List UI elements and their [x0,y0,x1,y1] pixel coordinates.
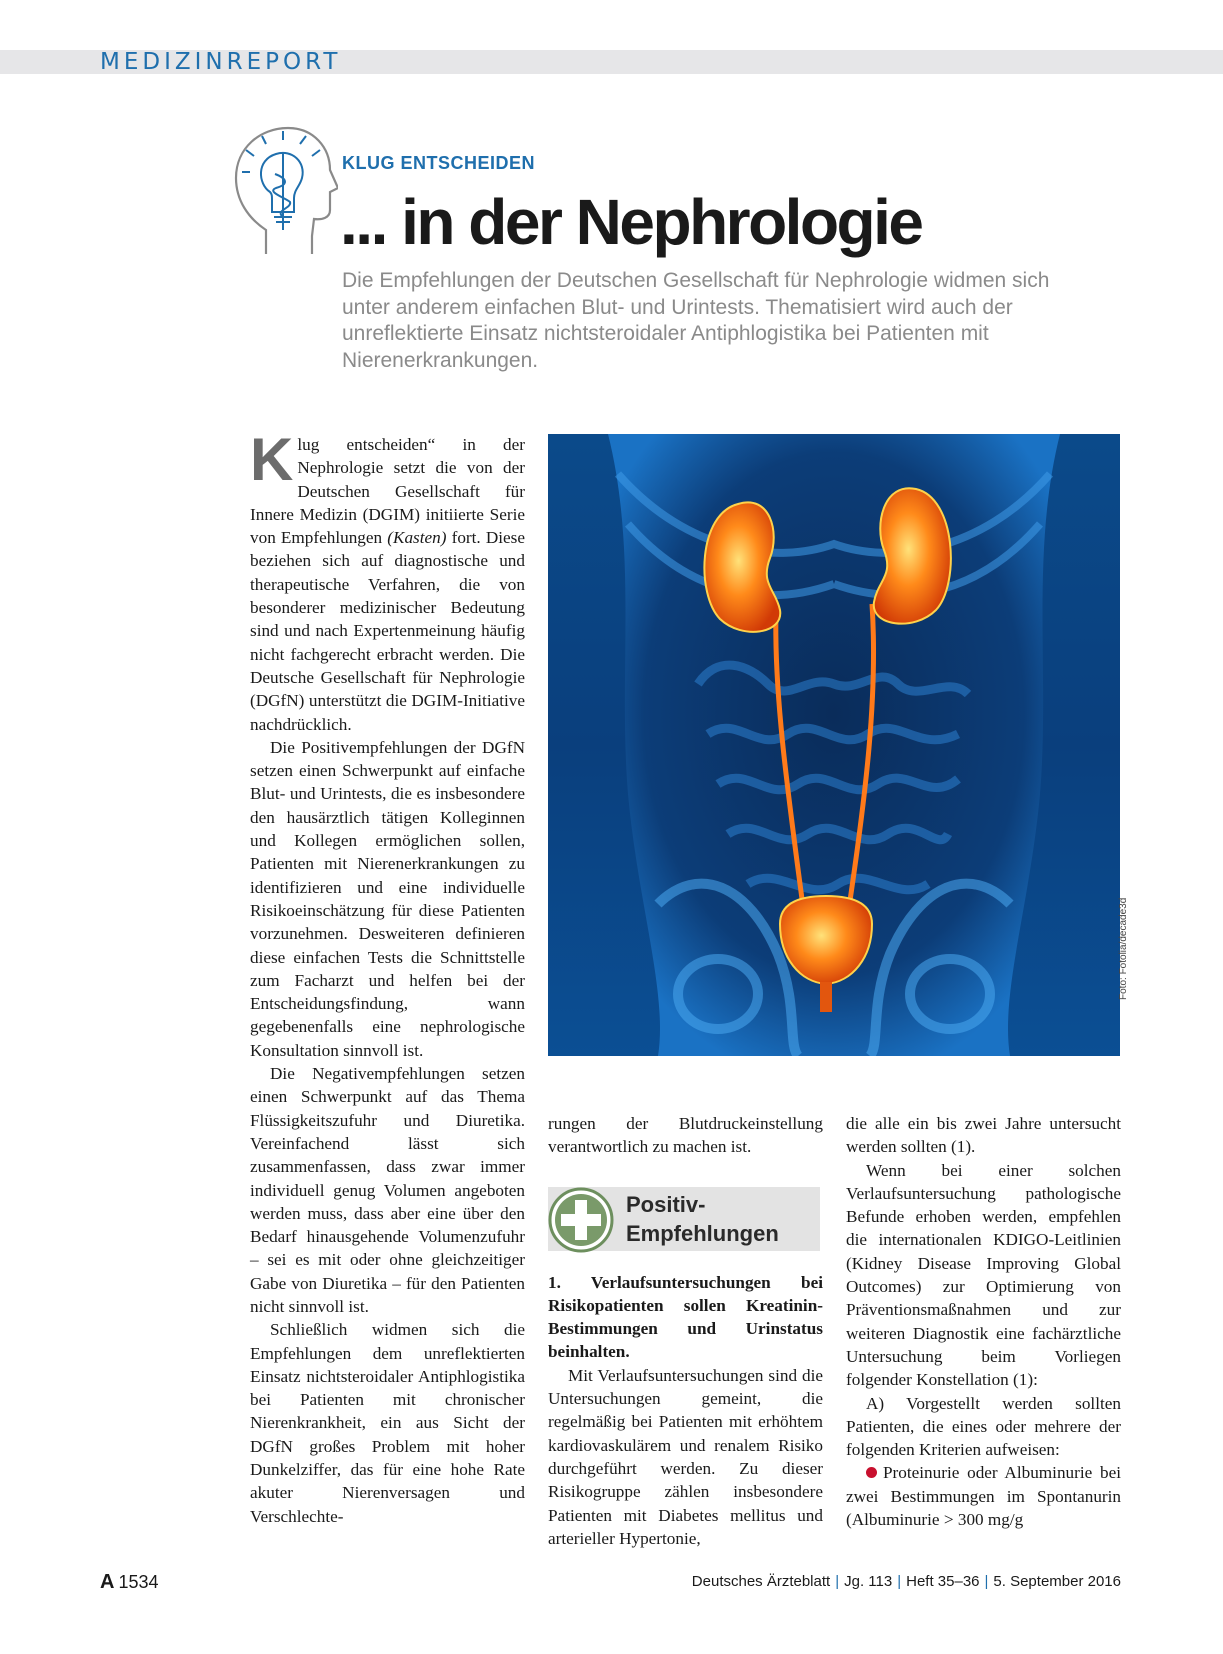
paragraph: Die Positivempfehlungen der DGfN setzen einen Schwerpunkt auf einfache Blut- und Urintests, die es insbesondere den hausärztlich tätigen Kolleginnen und Kollegen ermöglichen sollen, Patienten mit Nierenerkrankungen zu identifizieren und eine individuelle Risikoeinschätzung für diese Patienten vorzunehmen. Desweiteren definieren diese einfachen Tests die Schnittstelle zum Facharzt und helfen bei der Entscheidungsfindung, wann gegebenenfalls eine nephrologische Konsultation sinnvoll ist. [250,737,525,1060]
bullet-item: Proteinurie oder Albuminurie bei zwei Bestimmungen im Spontanurin (Albuminurie > 300 mg/g [846,1463,1121,1530]
paragraph: Mit Verlaufsuntersuchungen sind die Untersuchungen gemeint, die regelmäßig bei Patienten mit erhöhtem kardiovaskulärem und renalem Risiko durchgeführt werden. Zu dieser Risikogruppe zählen insbesondere Patienten mit Diabetes mellitus und arterieller Hypertonie, [548,1365,823,1548]
paragraph: Wenn bei einer solchen Verlaufsuntersuchung pathologische Befunde erhoben werden, empfehlen die internationalen KDIGO-Leitlinien (Kidney Disease Improving Global Outcomes) zur Optimierung von Präventionsmaßnahmen und zur weiteren Diagnostik eine fachärztliche Untersuchung beim Vorliegen folgender Konstellation (1): [846,1160,1121,1390]
lead-paragraph: Die Empfehlungen der Deutschen Gesellschaft für Nephrologie widmen sich unter anderem einfachen Blut- und Urintests. Thematisiert wird auch der unreflektierte Einsatz nichtsteroidaler Antiphlogistika bei Patienten mit Nierenerkrankungen. [342,269,1050,372]
urinary-tract-illustration [548,434,1120,1056]
page-number: A 1534 [100,1571,159,1593]
bullet-icon [866,1467,877,1478]
paragraph: Die Negativempfehlungen setzen einen Schwerpunkt auf das Thema Flüssigkeitszufuhr und Diuretika. Vereinfachend lässt sich zusammenfassen, dass zwar immer individuell genug Volumen angeboten werden muss, dass aber eine über den Bedarf hinausgehende Volumenzufuhr – sei es mit oder ohne gleichzeitiger Gabe von Diuretika – für den Patienten nicht sinnvoll ist. [250,1064,525,1316]
plus-icon [548,1187,614,1253]
paragraph: Klug entscheiden“ in der Nephrologie setzt die von der Deutschen Gesellschaft für Innere Medizin (DGIM) initiierte Serie von Empfehlungen (Kasten) fort. Diese beziehen sich auf diagnostische und therapeutische Verfahren, die von besonderer medizinischer Bedeutung sind und nach Expertenmeinung häufig nicht fachgerecht erbracht werden. Die Deutsche Gesellschaft für Nephrologie (DGfN) unterstützt die DGIM-Initiative nachdrücklich. [250,426,526,734]
body-column-2 [548,1112,823,1550]
paragraph: die alle ein bis zwei Jahre untersucht werden sollten (1). [846,1114,1121,1157]
article-title: ... in der Nephrologie [340,186,922,258]
body-column-3 [846,1112,1121,1531]
dropcap: K [250,426,294,493]
kicker: KLUG ENTSCHEIDEN [342,153,536,173]
section-label: MEDIZINREPORT [100,49,342,75]
positiv-empfehlungen-heading: Positiv- Empfehlungen [626,1192,779,1246]
head-lightbulb-logo-icon [226,118,338,258]
recommendation-item: 1. Verlaufsuntersuchungen bei Risikopatienten sollen Kreatinin-Bestimmungen und Urinstatus beinhalten. [548,1272,823,1362]
journal-footer: Deutsches Ärzteblatt | Jg. 113 | Heft 35–36 | 5. September 2016 [691,1573,1121,1590]
photo-credit: Foto: Fotolia/decade3d [1118,897,1129,1000]
paragraph: A) Vorgestellt werden sollten Patienten, die eines oder mehrere der folgenden Kriterien aufweisen: [846,1393,1121,1460]
paragraph: rungen der Blutdruckeinstellung verantwortlich zu machen ist. [548,1114,823,1157]
body-column-1 [250,426,526,1528]
paragraph: Schließlich widmen sich die Empfehlungen dem unreflektierten Einsatz nichtsteroidaler Antiphlogistika bei Patienten mit chronischer Nierenkrankheit, ein aus Sicht der DGfN großes Problem mit hoher Dunkelziffer, das für eine hohe Rate akuter Nierenversagen und Verschlechte- [250,1320,525,1526]
